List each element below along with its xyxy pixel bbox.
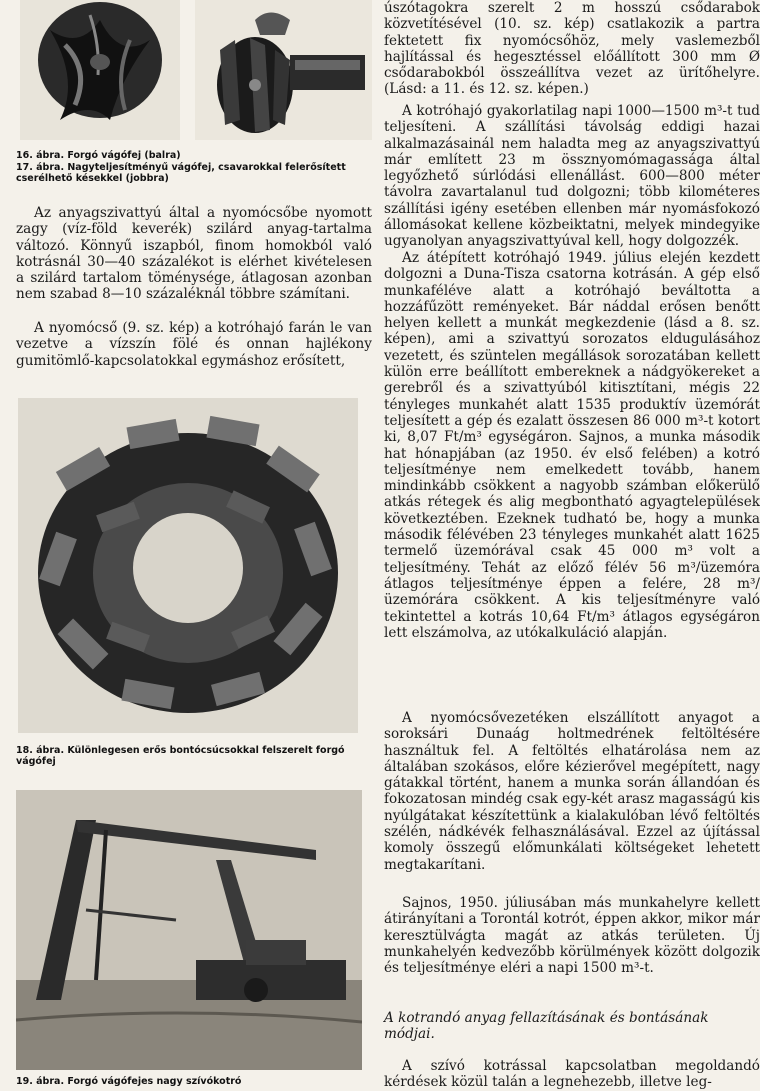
figure-18-caption: 18. ábra. Különlegesen erős bontócsúcsokkal felszerelt forgó vágófej	[16, 745, 345, 767]
figure-19-caption: 19. ábra. Forgó vágófejes nagy szívókotró	[16, 1076, 242, 1087]
figure-19-photo	[16, 790, 362, 1070]
paragraph: A nyomócsővezetéken elszállított anyagot a soroksári Dunaág holtmedrének feltöltésére használtuk fel. A feltöltés elhatárolása nem az általában szokásos, előre kézierővel megépített, nagy gátakkal történt, hanem a munka során állandóan és fokozatosan mindég csak egy-két arasz magasságú kis nyúlgátakat készítettünk a kialakulóban lévő feltöltés szélén, nádkévék felhasználásával. Ezzel az újítással komoly összegű előmunkálati költségeket lehetett megtakarítani.	[384, 710, 760, 873]
paragraph: A kotróhajó gyakorlatilag napi 1000—1500 m³-t tud teljesíteni. A szállítási távolság eddigi hazai alkalmazásainál nem haladta meg az anyagszivattyú már említett 23 m össznyomómagassága által legyőzhető súrlódási ellenállást. 600—800 méter távolra zavartalanul tud dolgozni; több kilométeres szállítási igény esetében ellenben már nyomásfokozó állomásokat kellene közbeiktatni, melyek mindegyike ugyanolyan anyagszivattyúval kell, hogy dolgozzék.	[384, 103, 760, 250]
figure-16-photo	[20, 0, 180, 140]
section-heading: A kotrandó anyag fellazításának és bontásának módjai.	[384, 1010, 709, 1043]
paragraph: A szívó kotrással kapcsolatban megoldandó kérdések közül talán a legnehezebb, illetve leg-	[384, 1058, 760, 1091]
suction-dredger-illustration	[16, 790, 362, 1070]
figure-17-photo	[195, 0, 372, 140]
cutter-head-with-teeth-illustration	[18, 398, 358, 733]
figure-16-caption: 16. ábra. Forgó vágófej (balra)	[16, 150, 181, 161]
paragraph: Az anyagszivattyú által a nyomócsőbe nyomott zagy (víz-föld keverék) szilárd anyag-tartalma változó. Könnyű iszapból, finom homokból való kotrásnál 30—40 százalékot is elérhet kivételesen a szilárd tartalom töménysége, átlagosan azonban nem szabad 8—10 százaléknál többre számítani.	[16, 205, 372, 303]
paragraph: Sajnos, 1950. júliusában más munkahelyre kellett átirányítani a Torontál kotrót, éppen akkor, mikor már keresztülvágta magát az atkás területen. Új munkahelyén kedvezőbb körülmények között dolgozik és teljesítménye eléri a napi 1500 m³-t.	[384, 895, 760, 977]
paragraph: A nyomócső (9. sz. kép) a kotróhajó farán le van vezetve a vízszín fölé és onnan hajlékony gumitömlő-kapcsolatokkal egymáshoz erősített,	[16, 320, 372, 369]
cutter-head-illustration	[20, 0, 180, 140]
heavy-cutter-head-illustration	[195, 0, 372, 140]
figure-17-caption: 17. ábra. Nagyteljesítményű vágófej, csavarokkal felerősített cserélhető késekkel (jobbra)	[16, 162, 346, 184]
paragraph: Az átépített kotróhajó 1949. július elején kezdett dolgozni a Duna-Tisza csatorna kotrásán. A gép első munkaféléve alatt a kotróhajó beváltotta a hozzáfűzött reményeket. Bár náddal erősen benőtt helyen kellett a munkát megkezdenie (lásd a 8. sz. képen), ami a szivattyú sorozatos eldugulásához vezetett, és szüntelen megállások sorozatában kellett külön erre beállított embereknek a nádgyökereket a gerebről és a szivattyúból kitisztítani, mégis 22 tényleges munkahét alatt 1535 produktív üzemórát teljesített a gép és ezalatt összesen 86 000 m³-t kotort ki, 8,07 Ft/m³ egységáron. Sajnos, a munka második hat hónapjában (az 1950. év első felében) a kotró teljesítménye nem emelkedett tovább, hanem mindinkább csökkent a nagyobb számban előkerülő atkás rétegek és alig megbontható agyagtelepülések következtében. Ezeknek tudható be, hogy a munka második félévében 23 tényleges munkahét alatt 1625 termelő üzemórával csak 45 000 m³ volt a teljesítmény. Tehát az előző félév 56 m³/üzemóra átlagos teljesítménye éppen a felére, 28 m³/üzemórára csökkent. A kis teljesítményre való tekintettel a kotrás 10,64 Ft/m³ átlagos egységáron lett elszámolva, az utókalkuláció alapján.	[384, 250, 760, 641]
figure-18-photo	[18, 398, 358, 733]
paragraph: úszótagokra szerelt 2 m hosszú csődarabok közvetítésével (10. sz. kép) csatlakozik a partra fektetett fix nyomócsőhöz, mely vaslemezből hajlítással és hegesztéssel előállított 300 mm Ø csődarabokból összeállítva vezet az ürítőhelyre. (Lásd: a 11. és 12. sz. képen.)	[384, 0, 760, 98]
